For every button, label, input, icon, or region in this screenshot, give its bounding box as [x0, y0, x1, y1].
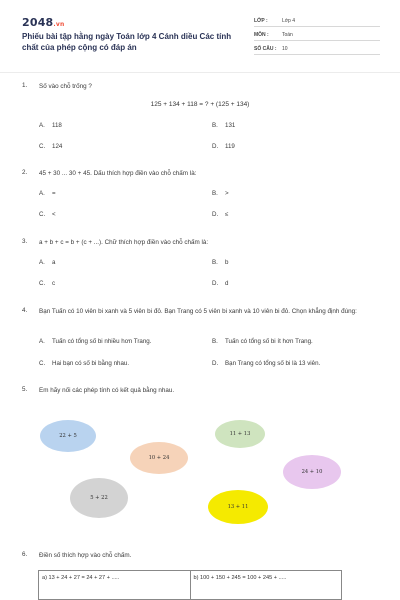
match-label: 11 + 13: [229, 431, 251, 437]
worksheet-header: [0, 0, 400, 72]
option-d[interactable]: [212, 143, 235, 150]
option-b[interactable]: [212, 122, 235, 129]
match-item[interactable]: [40, 420, 96, 452]
option-text: 118: [52, 122, 62, 129]
option-c[interactable]: [39, 280, 55, 287]
match-label: 24 + 10: [301, 469, 323, 475]
question-5: [22, 386, 378, 398]
option-a[interactable]: [39, 190, 56, 197]
match-label: 22 + 5: [59, 433, 77, 439]
option-letter: B.: [212, 338, 218, 345]
option-b[interactable]: [212, 259, 228, 266]
question-2: [22, 169, 378, 229]
option-text: 131: [225, 122, 236, 129]
meta-value: Toán: [282, 32, 293, 38]
match-label: 5 + 22: [90, 495, 108, 501]
option-text: =: [52, 190, 56, 197]
meta-key: SỐ CÂU :: [254, 46, 277, 52]
option-text: Bạn Trang có tổng số bi là 13 viên.: [225, 360, 321, 367]
meta-value: 10: [282, 46, 288, 52]
option-text: d: [225, 280, 229, 287]
match-item[interactable]: [130, 442, 188, 474]
option-letter: C.: [39, 211, 46, 218]
option-letter: A.: [39, 338, 45, 345]
option-c[interactable]: [39, 360, 129, 367]
question-number: 5.: [22, 386, 28, 393]
question-1: [22, 82, 378, 162]
question-number: 3.: [22, 238, 28, 245]
option-text: c: [52, 280, 56, 287]
option-d[interactable]: [212, 360, 320, 367]
option-a[interactable]: [39, 122, 62, 129]
worksheet-title: Phiếu bài tập hằng ngày Toán lớp 4 Cánh diều Các tính chất của phép cộng có đáp án: [22, 32, 232, 52]
question-number: 6.: [22, 551, 28, 558]
option-letter: D.: [212, 143, 219, 150]
meta-key: LỚP :: [254, 18, 268, 24]
logo-main: 2048: [22, 16, 54, 29]
match-item[interactable]: [70, 478, 128, 518]
question-text: Điền số thích hợp vào chỗ chấm.: [39, 552, 132, 559]
site-logo[interactable]: [22, 16, 64, 29]
option-letter: B.: [212, 190, 218, 197]
option-letter: A.: [39, 122, 45, 129]
option-letter: D.: [212, 211, 219, 218]
option-a[interactable]: [39, 259, 55, 266]
question-4: [22, 307, 378, 377]
header-divider: [0, 72, 400, 73]
match-item[interactable]: [208, 490, 268, 524]
option-text: >: [225, 190, 229, 197]
question-text: Em hãy nối các phép tính có kết quả bằng nhau.: [39, 387, 175, 394]
match-label: 13 + 11: [227, 504, 249, 510]
question-number: 1.: [22, 82, 28, 89]
question-text: a + b + c = b + (c + ...). Chữ thích hợp điền vào chỗ chấm là:: [39, 239, 209, 246]
option-letter: B.: [212, 259, 218, 266]
match-item[interactable]: [215, 420, 265, 448]
question-number: 4.: [22, 307, 28, 314]
meta-row-count: [254, 42, 380, 55]
option-letter: C.: [39, 360, 46, 367]
fill-in-cell-b[interactable]: b) 100 + 150 + 245 = 100 + 245 + .....: [190, 571, 342, 599]
meta-row-subject: [254, 28, 380, 41]
match-label: 10 + 24: [148, 455, 170, 461]
option-c[interactable]: [39, 143, 62, 150]
option-letter: A.: [39, 190, 45, 197]
option-text: 119: [225, 143, 235, 150]
question-text: 45 + 30 ... 30 + 45. Dấu thích hợp điền vào chỗ chấm là:: [39, 170, 197, 177]
option-letter: C.: [39, 143, 46, 150]
match-item[interactable]: [283, 455, 341, 489]
option-letter: A.: [39, 259, 45, 266]
fill-in-table: [38, 570, 342, 600]
option-letter: C.: [39, 280, 46, 287]
meta-key: MÔN :: [254, 32, 269, 38]
option-text: a: [52, 259, 56, 266]
option-text: Tuấn có tổng số bi ít hơn Trang.: [225, 338, 313, 345]
option-letter: D.: [212, 280, 219, 287]
option-b[interactable]: [212, 190, 229, 197]
option-d[interactable]: [212, 211, 228, 218]
question-text: Bạn Tuấn có 10 viên bi xanh và 5 viên bi đỏ. Bạn Trang có 5 viên bi xanh và 10 viên bi đỏ. Chọn khẳng định đúng:: [39, 308, 357, 315]
logo-domain: .vn: [53, 21, 65, 28]
question-number: 2.: [22, 169, 28, 176]
option-text: <: [52, 211, 56, 218]
option-letter: D.: [212, 360, 219, 367]
option-text: 124: [52, 143, 63, 150]
option-text: Hai bạn có số bi bằng nhau.: [52, 360, 130, 367]
option-text: b: [225, 259, 229, 266]
question-3: [22, 238, 378, 298]
meta-value: Lớp 4: [282, 18, 296, 24]
fill-in-cell-a[interactable]: a) 13 + 24 + 27 = 24 + 27 + .....: [42, 575, 120, 581]
option-text: ≤: [225, 211, 229, 218]
question-6: [22, 551, 378, 563]
question-text: Số vào chỗ trống ?: [39, 83, 92, 90]
meta-row-class: [254, 14, 380, 27]
option-b[interactable]: [212, 338, 313, 345]
question-equation: 125 + 134 + 118 = ? + (125 + 134): [150, 101, 250, 108]
option-d[interactable]: [212, 280, 228, 287]
option-c[interactable]: [39, 211, 56, 218]
option-letter: B.: [212, 122, 218, 129]
option-text: Tuấn có tổng số bi nhiều hơn Trang.: [52, 338, 152, 345]
option-a[interactable]: [39, 338, 151, 345]
